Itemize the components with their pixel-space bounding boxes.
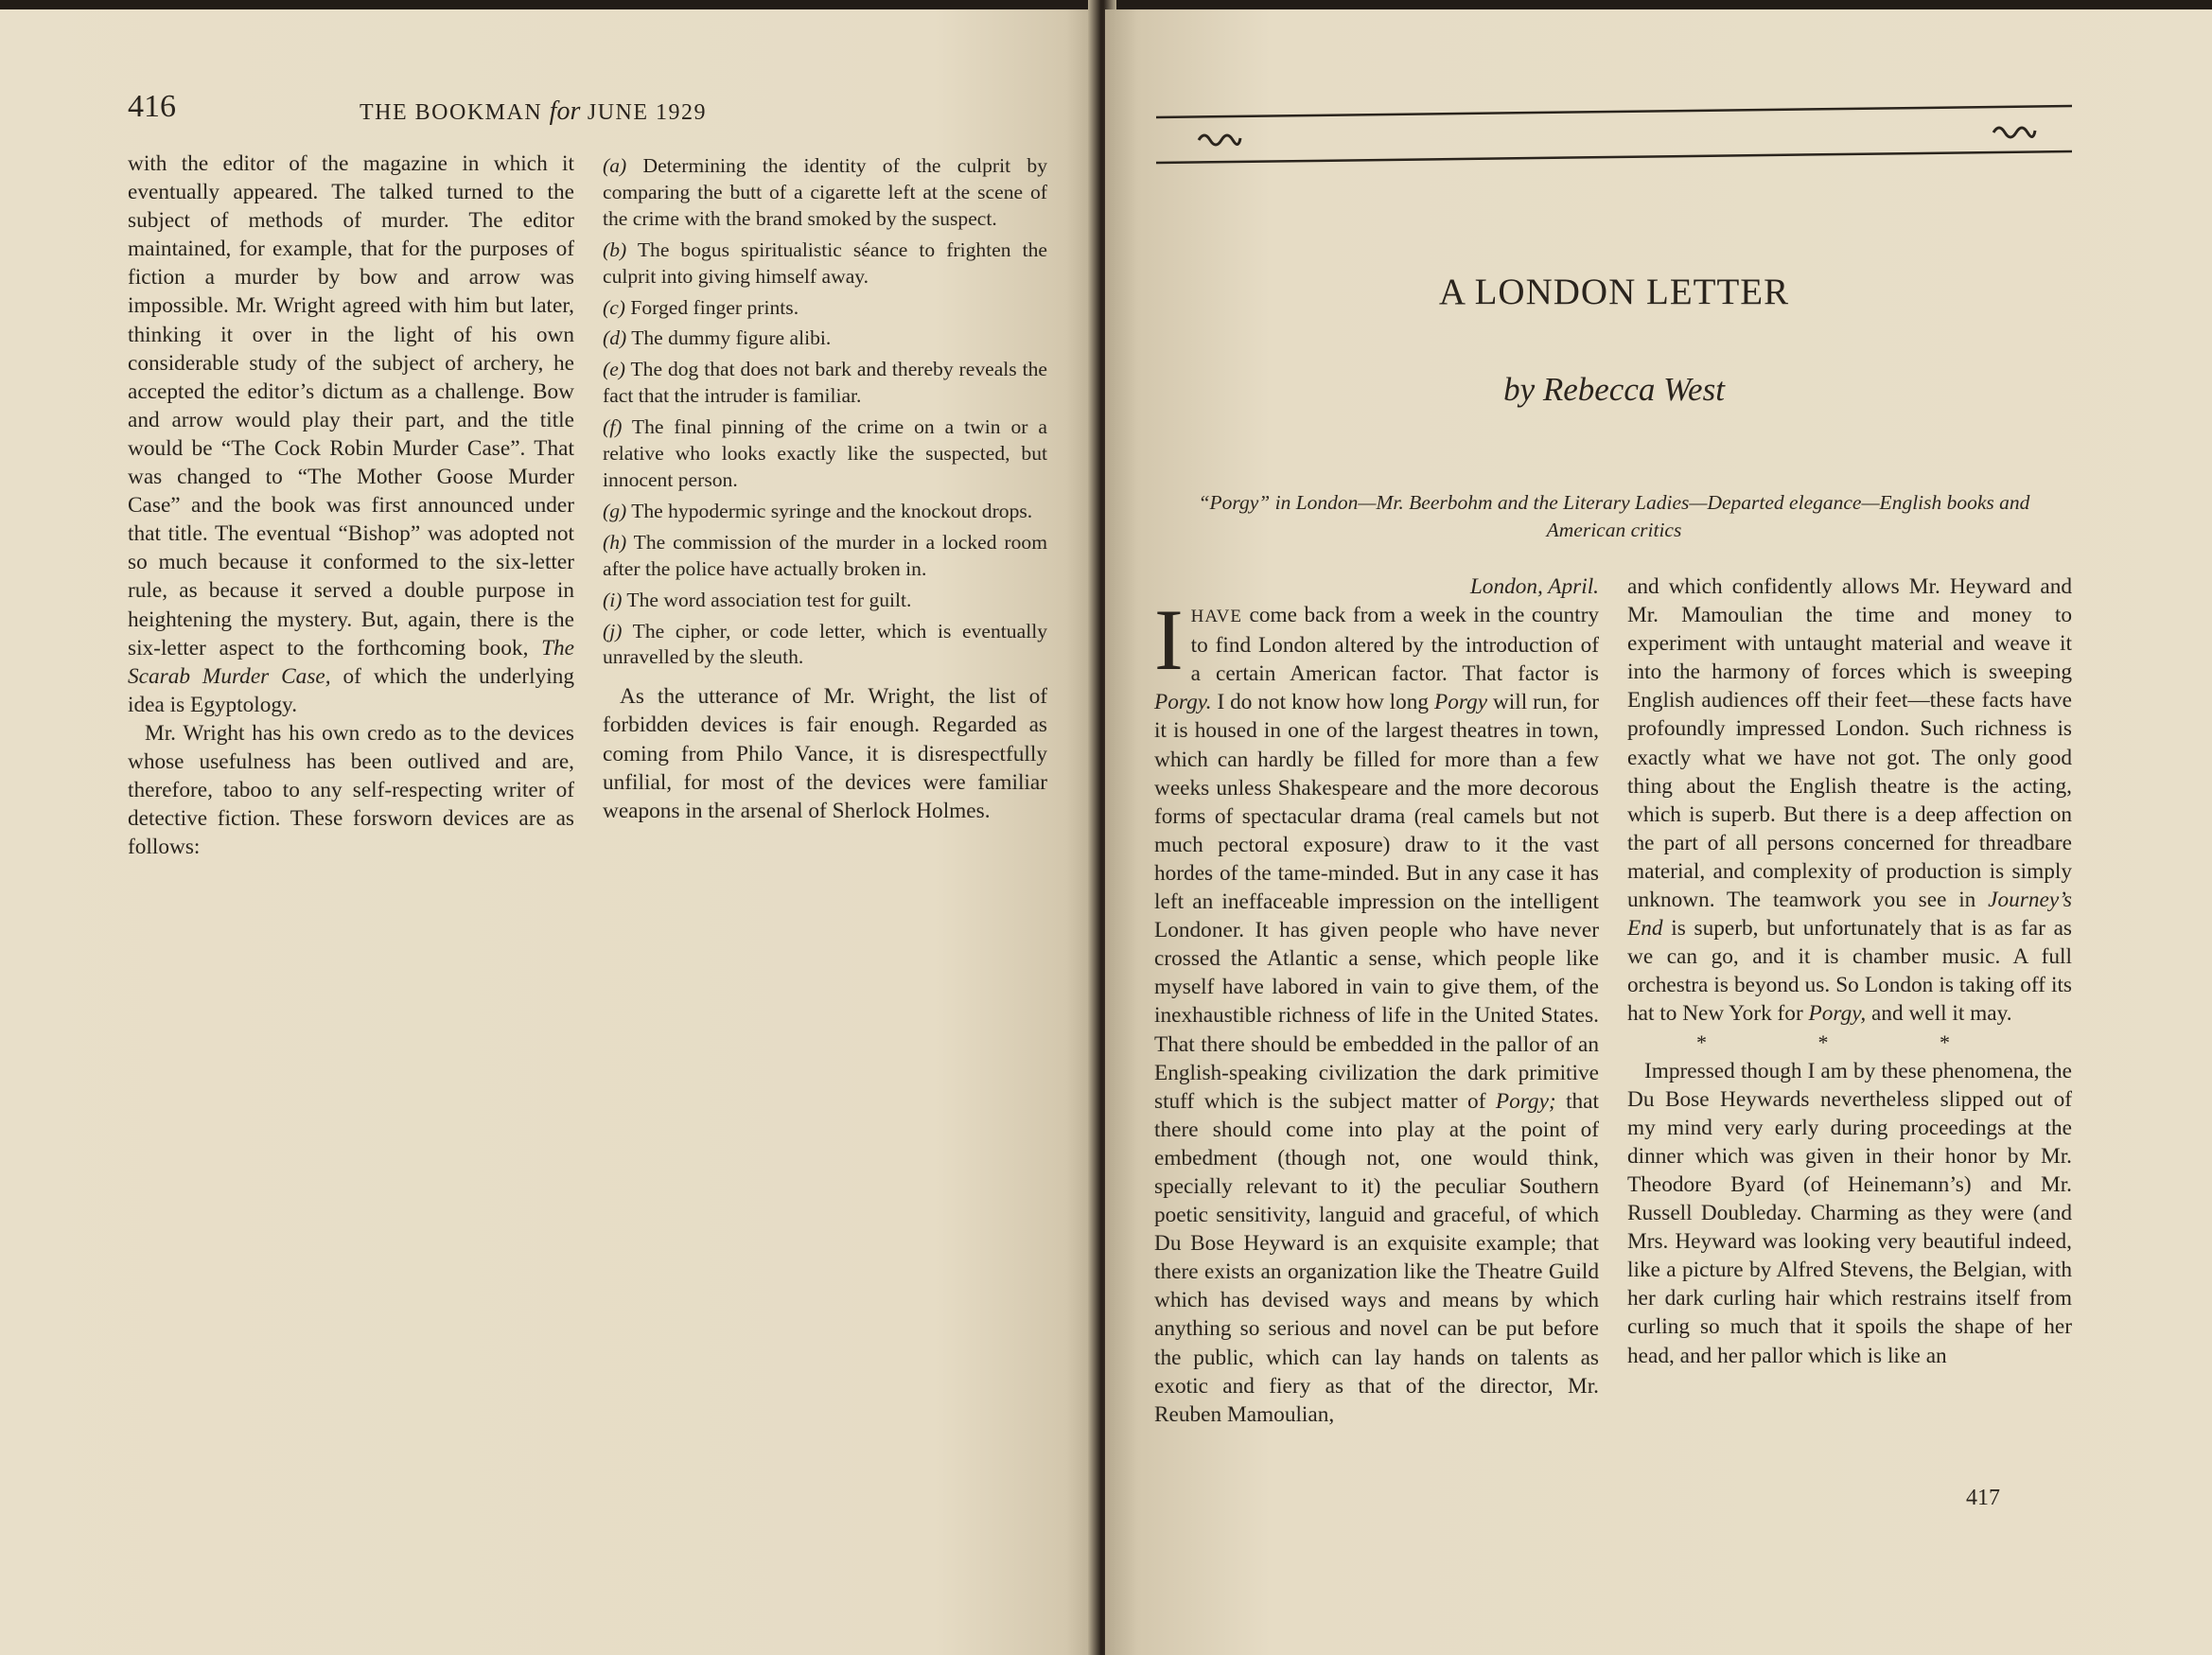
device-text: The final pinning of the crime on a twin or a relative who looks exactly like the suspected, but innocent person. bbox=[603, 415, 1047, 491]
paragraph-text: with the editor of the magazine in which it eventually appeared. The talked turned to the subject of methods of murder. The editor maintained, for example, that for the purposes of fiction a murder by bow and arrow was impossible. Mr. Wright agreed with him but later, thinking it over in the light of his own considerable study of the subject of archery, he accepted the editor’s dictum as a challenge. Bow and arrow would play their part, and the title would be “The Cock Robin Murder Case”. That was changed to “The Mother Goose Murder Case” and the book was first announced under that title. The eventual “Bishop” was adopted not so much because it conformed to the six-letter rule, as because it served a double purpose in heightening the mystery. But, again, there is the six-letter aspect to the forthcoming book, bbox=[128, 151, 574, 660]
device-text: The hypodermic syringe and the knockout drops. bbox=[626, 499, 1033, 522]
dateline: London, April. bbox=[1469, 574, 1599, 599]
running-title-date: JUNE 1929 bbox=[587, 100, 708, 125]
left-page bbox=[0, 9, 1099, 1655]
running-title-magazine: THE BOOKMAN bbox=[360, 100, 543, 125]
device-item bbox=[603, 588, 1047, 614]
play-title: Porgy, bbox=[1808, 1001, 1867, 1027]
page-number-right: 417 bbox=[1966, 1486, 2000, 1510]
device-letter: (h) bbox=[603, 530, 627, 554]
play-title-journeys-end: Journey’s End bbox=[1627, 888, 2072, 942]
drop-cap: I bbox=[1154, 591, 1184, 689]
running-title-for: for bbox=[549, 97, 581, 126]
paragraph-text: come back from a week in the country to find London altered by the introduction of a certain American factor. That factor is bbox=[1190, 603, 1599, 687]
device-letter: (e) bbox=[603, 358, 625, 381]
device-item bbox=[603, 414, 1047, 494]
device-text: Determining the identity of the culprit by comparing the butt of a cigarette left at the scene of the crime with the brand smoked by the suspect. bbox=[603, 154, 1047, 230]
paragraph-text: that there should come into play at the point of embedment (though not, one would think, specially relevant to it) the peculiar Southern poetic sensitivity, languid and graceful, of which Du Bose Heyward is an exquisite example; that there exists an organization like the Theatre Guild which has devised ways and means by which anything so serious and novel can be put before the public, which can lay hands on talents as exotic and fiery as that of the director, Mr. Reuben Mamoulian, bbox=[1154, 1088, 1599, 1427]
device-text: The bogus spiritualistic séance to frighten the culprit into giving himself away. bbox=[603, 238, 1047, 288]
device-letter: (f) bbox=[603, 415, 623, 439]
paragraph-text: I do not know how long bbox=[1217, 690, 1430, 715]
device-text: The dummy figure alibi. bbox=[626, 326, 832, 350]
paragraph-text: will run, for it is housed in one of the largest theatres in town, which can hardly be filled for more than a few weeks unless Shakespeare and the more decorous forms of spectacular drama (real camels but not much pectoral exposure) draw to it the vast hordes of the tame-minded. But in any case it has left an ineffaceable impression on the intelligent Londoner. It has given people who have never crossed the Atlantic a sense, which people like myself have labored in vain to give them, of the inexhaustible richness of life in the United States. That there should be embedded in the pallor of an English-speaking civilization the dark primitive stuff which is the subject matter of bbox=[1154, 690, 1599, 1114]
device-item bbox=[603, 238, 1047, 291]
paragraph-text: and well it may. bbox=[1870, 1001, 2012, 1027]
device-letter: (g) bbox=[603, 499, 627, 522]
device-text: The word association test for guilt. bbox=[622, 588, 912, 611]
paragraph-opening bbox=[1154, 591, 1599, 1429]
paragraph-closing: As the utterance of Mr. Wright, the list of forbidden devices is fair enough. Regarded as coming from Philo Vance, it is disrespectfully unfilial, for most of the devices were familiar weapons in the arsenal of Sherlock Holmes. bbox=[603, 684, 1047, 823]
article-byline: by Rebecca West bbox=[1503, 371, 1725, 408]
paragraph-text: of which the underlying idea is Egyptology. bbox=[128, 663, 574, 717]
header-ornament-rules bbox=[1156, 104, 2072, 170]
device-text: The cipher, or code letter, which is eventually unravelled by the sleuth. bbox=[603, 619, 1047, 669]
device-item bbox=[603, 295, 1047, 322]
device-text: The commission of the murder in a locked room after the police have actually broken in. bbox=[603, 530, 1047, 580]
paragraph-credo: Mr. Wright has his own credo as to the devices whose usefulness has been outlived and are, therefore, taboo to any self-respecting writer of detective fiction. These forsworn devices are as follows: bbox=[128, 720, 574, 860]
device-text: The dog that does not bark and thereby reveals the fact that the intruder is familiar. bbox=[603, 358, 1047, 408]
paragraph-opening-continued bbox=[1627, 572, 2072, 1029]
device-letter: (d) bbox=[603, 326, 627, 350]
paragraph-text: is superb, but unfortunately that is as far as we can go, and it is chamber music. A full orchestra is beyond us. So London is taking off its hat to New York for bbox=[1627, 916, 2072, 1027]
forbidden-devices-list bbox=[603, 153, 1047, 671]
running-title bbox=[360, 97, 707, 127]
lead-smallcaps: HAVE bbox=[1190, 607, 1242, 627]
device-item bbox=[603, 499, 1047, 525]
scroll-ornament-icon bbox=[1199, 128, 2035, 145]
right-column-1 bbox=[1154, 572, 1599, 1429]
device-item bbox=[603, 153, 1047, 233]
book-title-scarab: The Scarab Murder Case, bbox=[128, 635, 575, 689]
page-number-left: 416 bbox=[128, 89, 176, 124]
device-item bbox=[603, 530, 1047, 583]
running-head bbox=[128, 89, 1045, 136]
article-subhead: “Porgy” in London—Mr. Beerbohm and the Literary Ladies—Departed elegance—English books and American critics bbox=[1198, 491, 2030, 541]
device-letter: (a) bbox=[603, 154, 627, 177]
left-column-1 bbox=[128, 150, 574, 861]
paragraph-continuation bbox=[128, 150, 574, 719]
device-letter: (c) bbox=[603, 295, 625, 319]
section-break-stars: * * * bbox=[1696, 1030, 2003, 1054]
device-item bbox=[603, 357, 1047, 410]
paragraph-dinner: Impressed though I am by these phenomena, the Du Bose Heywards nevertheless slipped out of my mind very early during proceedings at the dinner which was given in their honor by Mr. Theodore Byard (of Heinemann’s) and Mr. Russell Doubleday. Charming as they were (and Mrs. Heyward was looking very beautiful indeed, like a picture by Alfred Stevens, the Belgian, with her dark curling hair which restrains itself from curling so much that it spoils the shape of her head, and her pallor which is like an bbox=[1627, 1058, 2072, 1368]
device-letter: (b) bbox=[603, 238, 627, 261]
paragraph-text: and which confidently allows Mr. Heyward and Mr. Mamoulian the time and money to experiment with untaught material and weave it into the harmony of forces which is sweeping English audiences off their feet—these facts have profoundly impressed London. Such richness is exactly what we have not got. The only good thing about the English theatre is the acting, which is superb. But there is a deep affection on the part of all persons concerned for threadbare material, and complexity of production is simply unknown. The teamwork you see in bbox=[1627, 574, 2072, 913]
device-item bbox=[603, 619, 1047, 672]
device-letter: (i) bbox=[603, 588, 623, 611]
right-column-2 bbox=[1627, 572, 2072, 1370]
play-title: Porgy. bbox=[1154, 690, 1212, 715]
device-letter: (j) bbox=[603, 619, 623, 643]
device-text: Forged finger prints. bbox=[624, 295, 799, 319]
play-title: Porgy; bbox=[1495, 1088, 1556, 1114]
device-item bbox=[603, 326, 1047, 352]
left-column-2 bbox=[603, 153, 1047, 825]
article-title: A LONDON LETTER bbox=[1438, 272, 1790, 312]
play-title: Porgy bbox=[1433, 690, 1488, 715]
